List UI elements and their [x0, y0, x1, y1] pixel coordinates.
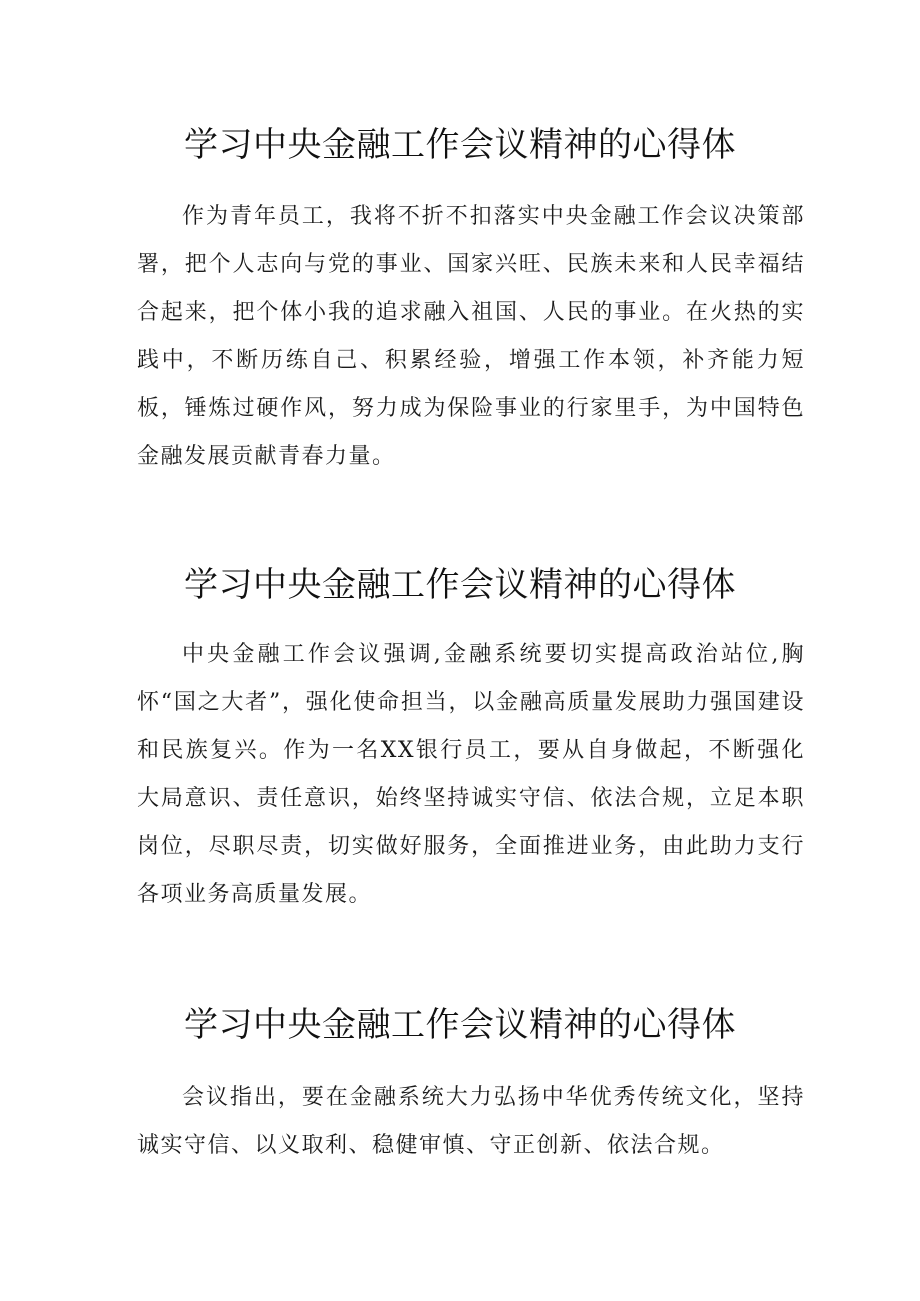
section-paragraph: 作为青年员工，我将不折不扣落实中央金融工作会议决策部署，把个人志向与党的事业、国家兴旺、民族未来和人民幸福结合起来，把个体小我的追求融入祖国、人民的事业。在火热的实践中，不断历练自己、积累经验，增强工作本领，补齐能力短板，锤炼过硬作风，努力成为保险事业的行家里手，为中国特色金融发展贡献青春力量。 — [137, 204, 805, 469]
section-paragraph: 中央金融工作会议强调,金融系统要切实提高政治站位,胸怀“国之大者”，强化使命担当，以金融高质量发展助力强国建设和民族复兴。作为一名XX银行员工，要从自身做起，不断强化大局意识、责任意识，始终坚持诚实守信、依法合规，立足本职岗位，尽职尽责，切实做好服务，全面推进业务，由此助力支行各项业务高质量发展。 — [137, 642, 805, 907]
section-paragraph: 会议指出，要在金融系统大力弘扬中华优秀传统文化，坚持诚实守信、以义取利、稳健审慎、守正创新、依法合规。 — [137, 1085, 805, 1158]
section-title: 学习中央金融工作会议精神的心得体 — [184, 564, 736, 605]
section-title: 学习中央金融工作会议精神的心得体 — [184, 124, 736, 165]
section-title: 学习中央金融工作会议精神的心得体 — [184, 1004, 736, 1045]
